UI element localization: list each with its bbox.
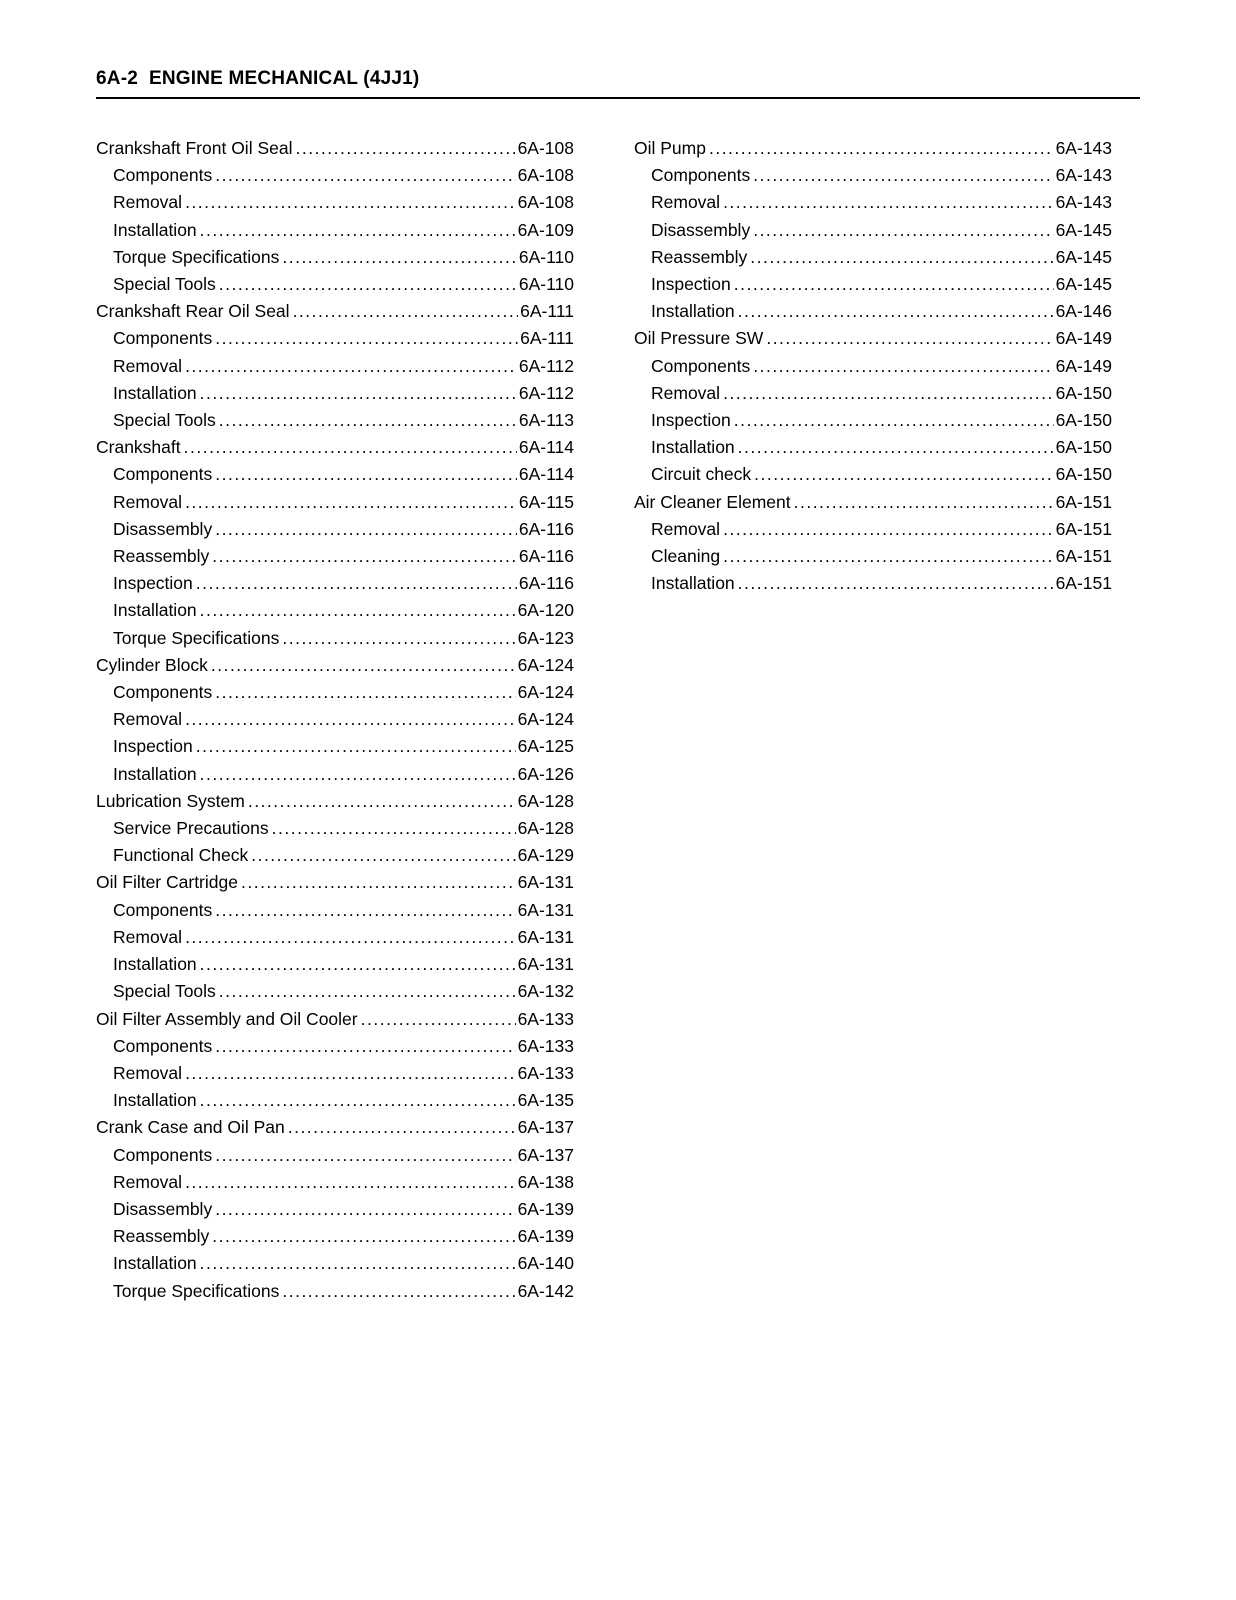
toc-subentry (96, 353, 574, 380)
toc-entry-page: 6A-139 (517, 1226, 574, 1247)
dot-leader (272, 815, 516, 842)
toc-entry-page: 6A-145 (1055, 219, 1112, 240)
dot-leader (215, 516, 517, 543)
toc-subentry (96, 951, 574, 978)
toc-entry (634, 489, 1112, 516)
toc-entry-label: Special Tools (113, 274, 216, 295)
dot-leader (212, 543, 517, 570)
toc-entry-page: 6A-149 (1055, 355, 1112, 376)
toc-entry-page: 6A-133 (517, 1008, 574, 1029)
dot-leader (754, 461, 1053, 488)
dot-leader (200, 1087, 516, 1114)
dot-leader (184, 434, 517, 461)
toc-entry-page: 6A-131 (517, 954, 574, 975)
toc-entry-label: Components (113, 899, 213, 920)
toc-subentry (96, 380, 574, 407)
dot-leader (215, 1142, 515, 1169)
toc-entry-page: 6A-133 (517, 1062, 574, 1083)
dot-leader (282, 625, 515, 652)
toc-entry-page: 6A-116 (518, 518, 574, 539)
toc-entry-page: 6A-131 (517, 899, 574, 920)
toc-entry-page: 6A-114 (518, 437, 574, 458)
dot-leader (185, 706, 516, 733)
dot-leader (282, 1278, 515, 1305)
toc-entry-label: Oil Pressure SW (634, 328, 764, 349)
toc-entry-page: 6A-138 (517, 1171, 574, 1192)
dot-leader (251, 842, 515, 869)
toc-entry-label: Removal (113, 1062, 183, 1083)
dot-leader (215, 679, 515, 706)
toc-subentry (96, 1142, 574, 1169)
dot-leader (185, 189, 516, 216)
toc-entry-label: Installation (113, 763, 197, 784)
dot-leader (185, 489, 517, 516)
toc-entry-label: Disassembly (113, 518, 213, 539)
toc-entry-label: Components (113, 682, 213, 703)
toc-entry-page: 6A-112 (518, 355, 574, 376)
toc-subentry (96, 597, 574, 624)
toc-entry-label: Disassembly (651, 219, 751, 240)
dot-leader (794, 489, 1054, 516)
toc-entry-label: Reassembly (113, 546, 210, 567)
toc-entry-label: Lubrication System (96, 790, 245, 811)
toc-subentry (96, 1060, 574, 1087)
toc-entry (96, 1006, 574, 1033)
dot-leader (723, 189, 1054, 216)
toc-entry-label: Components (651, 355, 751, 376)
toc-subentry (96, 1250, 574, 1277)
toc-subentry (634, 461, 1112, 488)
toc-entry-page: 6A-124 (517, 709, 574, 730)
toc-entry-label: Components (113, 464, 213, 485)
toc-entry (96, 788, 574, 815)
toc-entry-page: 6A-110 (518, 246, 574, 267)
toc-entry-page: 6A-108 (517, 138, 574, 158)
dot-leader (185, 1060, 516, 1087)
dot-leader (200, 380, 517, 407)
toc-entry-page: 6A-110 (518, 274, 574, 295)
toc-entry (96, 434, 574, 461)
toc-entry-label: Circuit check (651, 464, 752, 485)
toc-subentry (96, 1033, 574, 1060)
dot-leader (196, 570, 517, 597)
dot-leader (709, 135, 1054, 162)
toc-subentry (96, 815, 574, 842)
toc-subentry (96, 543, 574, 570)
dot-leader (753, 217, 1053, 244)
toc-subentry (96, 1196, 574, 1223)
toc-entry-label: Disassembly (113, 1198, 213, 1219)
toc-entry-label: Components (113, 1035, 213, 1056)
toc-entry-label: Components (113, 165, 213, 186)
toc-entry-label: Installation (113, 382, 197, 403)
toc-entry-label: Functional Check (113, 845, 249, 866)
dot-leader (219, 407, 517, 434)
toc-subentry (96, 625, 574, 652)
dot-leader (738, 434, 1054, 461)
toc-entry-label: Reassembly (113, 1226, 210, 1247)
toc-entry-label: Inspection (113, 573, 193, 594)
toc-subentry (96, 1087, 574, 1114)
dot-leader (185, 1169, 516, 1196)
toc-subentry (96, 244, 574, 271)
dot-leader (723, 380, 1054, 407)
toc-entry-label: Cleaning (651, 546, 721, 567)
dot-leader (293, 298, 519, 325)
toc-entry-page: 6A-150 (1055, 382, 1112, 403)
toc-entry-page: 6A-150 (1055, 410, 1112, 431)
dot-leader (288, 1114, 516, 1141)
toc-entry-label: Oil Filter Cartridge (96, 872, 238, 893)
toc-subentry (96, 162, 574, 189)
toc-entry-label: Special Tools (113, 410, 216, 431)
dot-leader (185, 353, 517, 380)
dot-leader (282, 244, 517, 271)
toc-entry-page: 6A-111 (520, 301, 574, 322)
toc-entry-page: 6A-128 (517, 818, 574, 839)
toc-entry-page: 6A-143 (1055, 138, 1112, 158)
toc-entry-page: 6A-123 (517, 627, 574, 648)
toc-entry-label: Removal (651, 518, 721, 539)
toc-entry-label: Crankshaft Rear Oil Seal (96, 301, 290, 322)
toc-entry-label: Torque Specifications (113, 1280, 280, 1301)
toc-entry-label: Removal (651, 192, 721, 213)
toc-subentry (634, 189, 1112, 216)
toc-entry-label: Removal (113, 491, 183, 512)
dot-leader (211, 652, 516, 679)
toc-entry-page: 6A-115 (518, 491, 574, 512)
toc-subentry (634, 217, 1112, 244)
toc-subentry (634, 570, 1112, 597)
toc-subentry (96, 978, 574, 1005)
dot-leader (200, 761, 516, 788)
toc-entry-label: Torque Specifications (113, 627, 280, 648)
toc-entry-page: 6A-145 (1055, 246, 1112, 267)
toc-subentry (96, 706, 574, 733)
toc-entry-page: 6A-151 (1055, 573, 1112, 594)
dot-leader (215, 162, 515, 189)
toc-entry-page: 6A-150 (1055, 464, 1112, 485)
dot-leader (215, 1196, 515, 1223)
toc-subentry (96, 1278, 574, 1305)
dot-leader (200, 1250, 516, 1277)
toc-entry-page: 6A-132 (517, 981, 574, 1002)
dot-leader (212, 1223, 515, 1250)
dot-leader (750, 244, 1053, 271)
toc-subentry (634, 434, 1112, 461)
dot-leader (219, 978, 516, 1005)
toc-subentry (96, 897, 574, 924)
toc-subentry (634, 353, 1112, 380)
toc-entry-page: 6A-143 (1055, 165, 1112, 186)
toc-entry-label: Cylinder Block (96, 654, 208, 675)
toc-entry-label: Crank Case and Oil Pan (96, 1117, 285, 1138)
toc-entry-label: Crankshaft (96, 437, 181, 458)
toc-entry-label: Components (651, 165, 751, 186)
toc-entry (96, 869, 574, 896)
dot-leader (196, 733, 516, 760)
toc-entry-page: 6A-140 (517, 1253, 574, 1274)
toc-entry-page: 6A-126 (517, 763, 574, 784)
toc-entry-label: Removal (113, 709, 183, 730)
toc-entry-page: 6A-111 (520, 328, 574, 349)
dot-leader (738, 570, 1054, 597)
toc-subentry (634, 298, 1112, 325)
toc-entry-label: Oil Filter Assembly and Oil Cooler (96, 1008, 358, 1029)
toc-subentry (634, 380, 1112, 407)
dot-leader (766, 325, 1053, 352)
toc-entry (96, 1114, 574, 1141)
toc-entry-page: 6A-137 (517, 1144, 574, 1165)
dot-leader (185, 924, 516, 951)
dot-leader (200, 597, 516, 624)
toc-entry-label: Crankshaft Front Oil Seal (96, 138, 293, 158)
toc-subentry (96, 516, 574, 543)
toc-entry-label: Installation (113, 954, 197, 975)
toc-entry-label: Torque Specifications (113, 246, 280, 267)
toc-entry-page: 6A-137 (517, 1117, 574, 1138)
toc-entry-label: Installation (113, 1090, 197, 1111)
toc-entry-page: 6A-131 (517, 926, 574, 947)
toc-column-left (96, 135, 574, 1305)
toc-entry-page: 6A-113 (518, 410, 574, 431)
toc-entry-page: 6A-150 (1055, 437, 1112, 458)
toc-entry-label: Inspection (651, 410, 731, 431)
toc-subentry (96, 325, 574, 352)
dot-leader (753, 162, 1053, 189)
toc-subentry (96, 842, 574, 869)
toc-entry (96, 652, 574, 679)
toc-entry-label: Reassembly (651, 246, 748, 267)
toc-entry-page: 6A-128 (517, 790, 574, 811)
toc-entry-label: Installation (651, 437, 735, 458)
toc-entry (96, 135, 574, 162)
toc-subentry (634, 543, 1112, 570)
toc-subentry (96, 489, 574, 516)
toc-entry-label: Installation (651, 573, 735, 594)
toc-subentry (96, 271, 574, 298)
toc-entry-page: 6A-120 (517, 600, 574, 621)
toc-entry-page: 6A-124 (517, 654, 574, 675)
page-header: 6A-2 ENGINE MECHANICAL (4JJ1) (96, 68, 1140, 99)
toc-entry-page: 6A-133 (517, 1035, 574, 1056)
toc-entry (634, 135, 1112, 162)
toc-subentry (96, 407, 574, 434)
toc-subentry (96, 189, 574, 216)
toc-entry-label: Installation (113, 219, 197, 240)
toc-entry-label: Components (113, 1144, 213, 1165)
toc-entry-page: 6A-142 (517, 1280, 574, 1301)
dot-leader (200, 217, 516, 244)
toc-entry-page: 6A-151 (1055, 491, 1112, 512)
toc-entry (96, 298, 574, 325)
toc-entry-page: 6A-151 (1055, 518, 1112, 539)
dot-leader (219, 271, 517, 298)
dot-leader (734, 407, 1054, 434)
toc-entry-page: 6A-124 (517, 682, 574, 703)
toc-subentry (96, 570, 574, 597)
toc-entry-page: 6A-116 (518, 546, 574, 567)
toc-entry-label: Installation (113, 1253, 197, 1274)
dot-leader (734, 271, 1054, 298)
toc-subentry (96, 217, 574, 244)
toc-entry-label: Removal (113, 355, 183, 376)
toc-subentry (96, 1169, 574, 1196)
toc-entry-page: 6A-129 (517, 845, 574, 866)
toc-subentry (634, 244, 1112, 271)
toc-subentry (96, 679, 574, 706)
toc-entry-page: 6A-143 (1055, 192, 1112, 213)
dot-leader (361, 1006, 516, 1033)
dot-leader (723, 543, 1053, 570)
toc-entry-page: 6A-139 (517, 1198, 574, 1219)
dot-leader (738, 298, 1054, 325)
toc-subentry (96, 461, 574, 488)
toc-entry-page: 6A-108 (517, 165, 574, 186)
toc-entry-label: Inspection (651, 274, 731, 295)
dot-leader (723, 516, 1054, 543)
toc-entry-page: 6A-146 (1055, 301, 1112, 322)
toc-subentry (96, 733, 574, 760)
dot-leader (295, 135, 515, 162)
toc-entry-label: Special Tools (113, 981, 216, 1002)
toc-entry-page: 6A-116 (518, 573, 574, 594)
toc-subentry (96, 924, 574, 951)
toc-entry-page: 6A-131 (517, 872, 574, 893)
toc-entry-page: 6A-135 (517, 1090, 574, 1111)
toc-entry-label: Oil Pump (634, 138, 706, 158)
toc-entry-page: 6A-114 (518, 464, 574, 485)
toc-entry-page: 6A-145 (1055, 274, 1112, 295)
dot-leader (215, 325, 518, 352)
toc-entry-label: Removal (113, 1171, 183, 1192)
toc-subentry (634, 271, 1112, 298)
dot-leader (248, 788, 516, 815)
toc-entry-page: 6A-112 (518, 382, 574, 403)
toc-entry-label: Removal (113, 926, 183, 947)
dot-leader (753, 353, 1053, 380)
toc-entry-page: 6A-125 (517, 736, 574, 757)
toc-subentry (634, 407, 1112, 434)
toc-subentry (634, 162, 1112, 189)
toc-entry-label: Installation (651, 301, 735, 322)
toc-entry-page: 6A-149 (1055, 328, 1112, 349)
toc-subentry (96, 1223, 574, 1250)
dot-leader (215, 1033, 515, 1060)
toc-entry-label: Components (113, 328, 213, 349)
toc-entry-label: Air Cleaner Element (634, 491, 791, 512)
toc-columns (96, 135, 1140, 1305)
toc-entry-label: Installation (113, 600, 197, 621)
dot-leader (241, 869, 516, 896)
toc-subentry (634, 516, 1112, 543)
toc-column-right (634, 135, 1112, 597)
toc-entry (634, 325, 1112, 352)
toc-subentry (96, 761, 574, 788)
toc-entry-page: 6A-151 (1055, 546, 1112, 567)
toc-entry-label: Service Precautions (113, 818, 269, 839)
toc-entry-label: Removal (651, 382, 721, 403)
dot-leader (215, 461, 517, 488)
toc-entry-label: Removal (113, 192, 183, 213)
toc-entry-page: 6A-108 (517, 192, 574, 213)
toc-entry-label: Inspection (113, 736, 193, 757)
dot-leader (200, 951, 516, 978)
toc-entry-page: 6A-109 (517, 219, 574, 240)
dot-leader (215, 897, 515, 924)
